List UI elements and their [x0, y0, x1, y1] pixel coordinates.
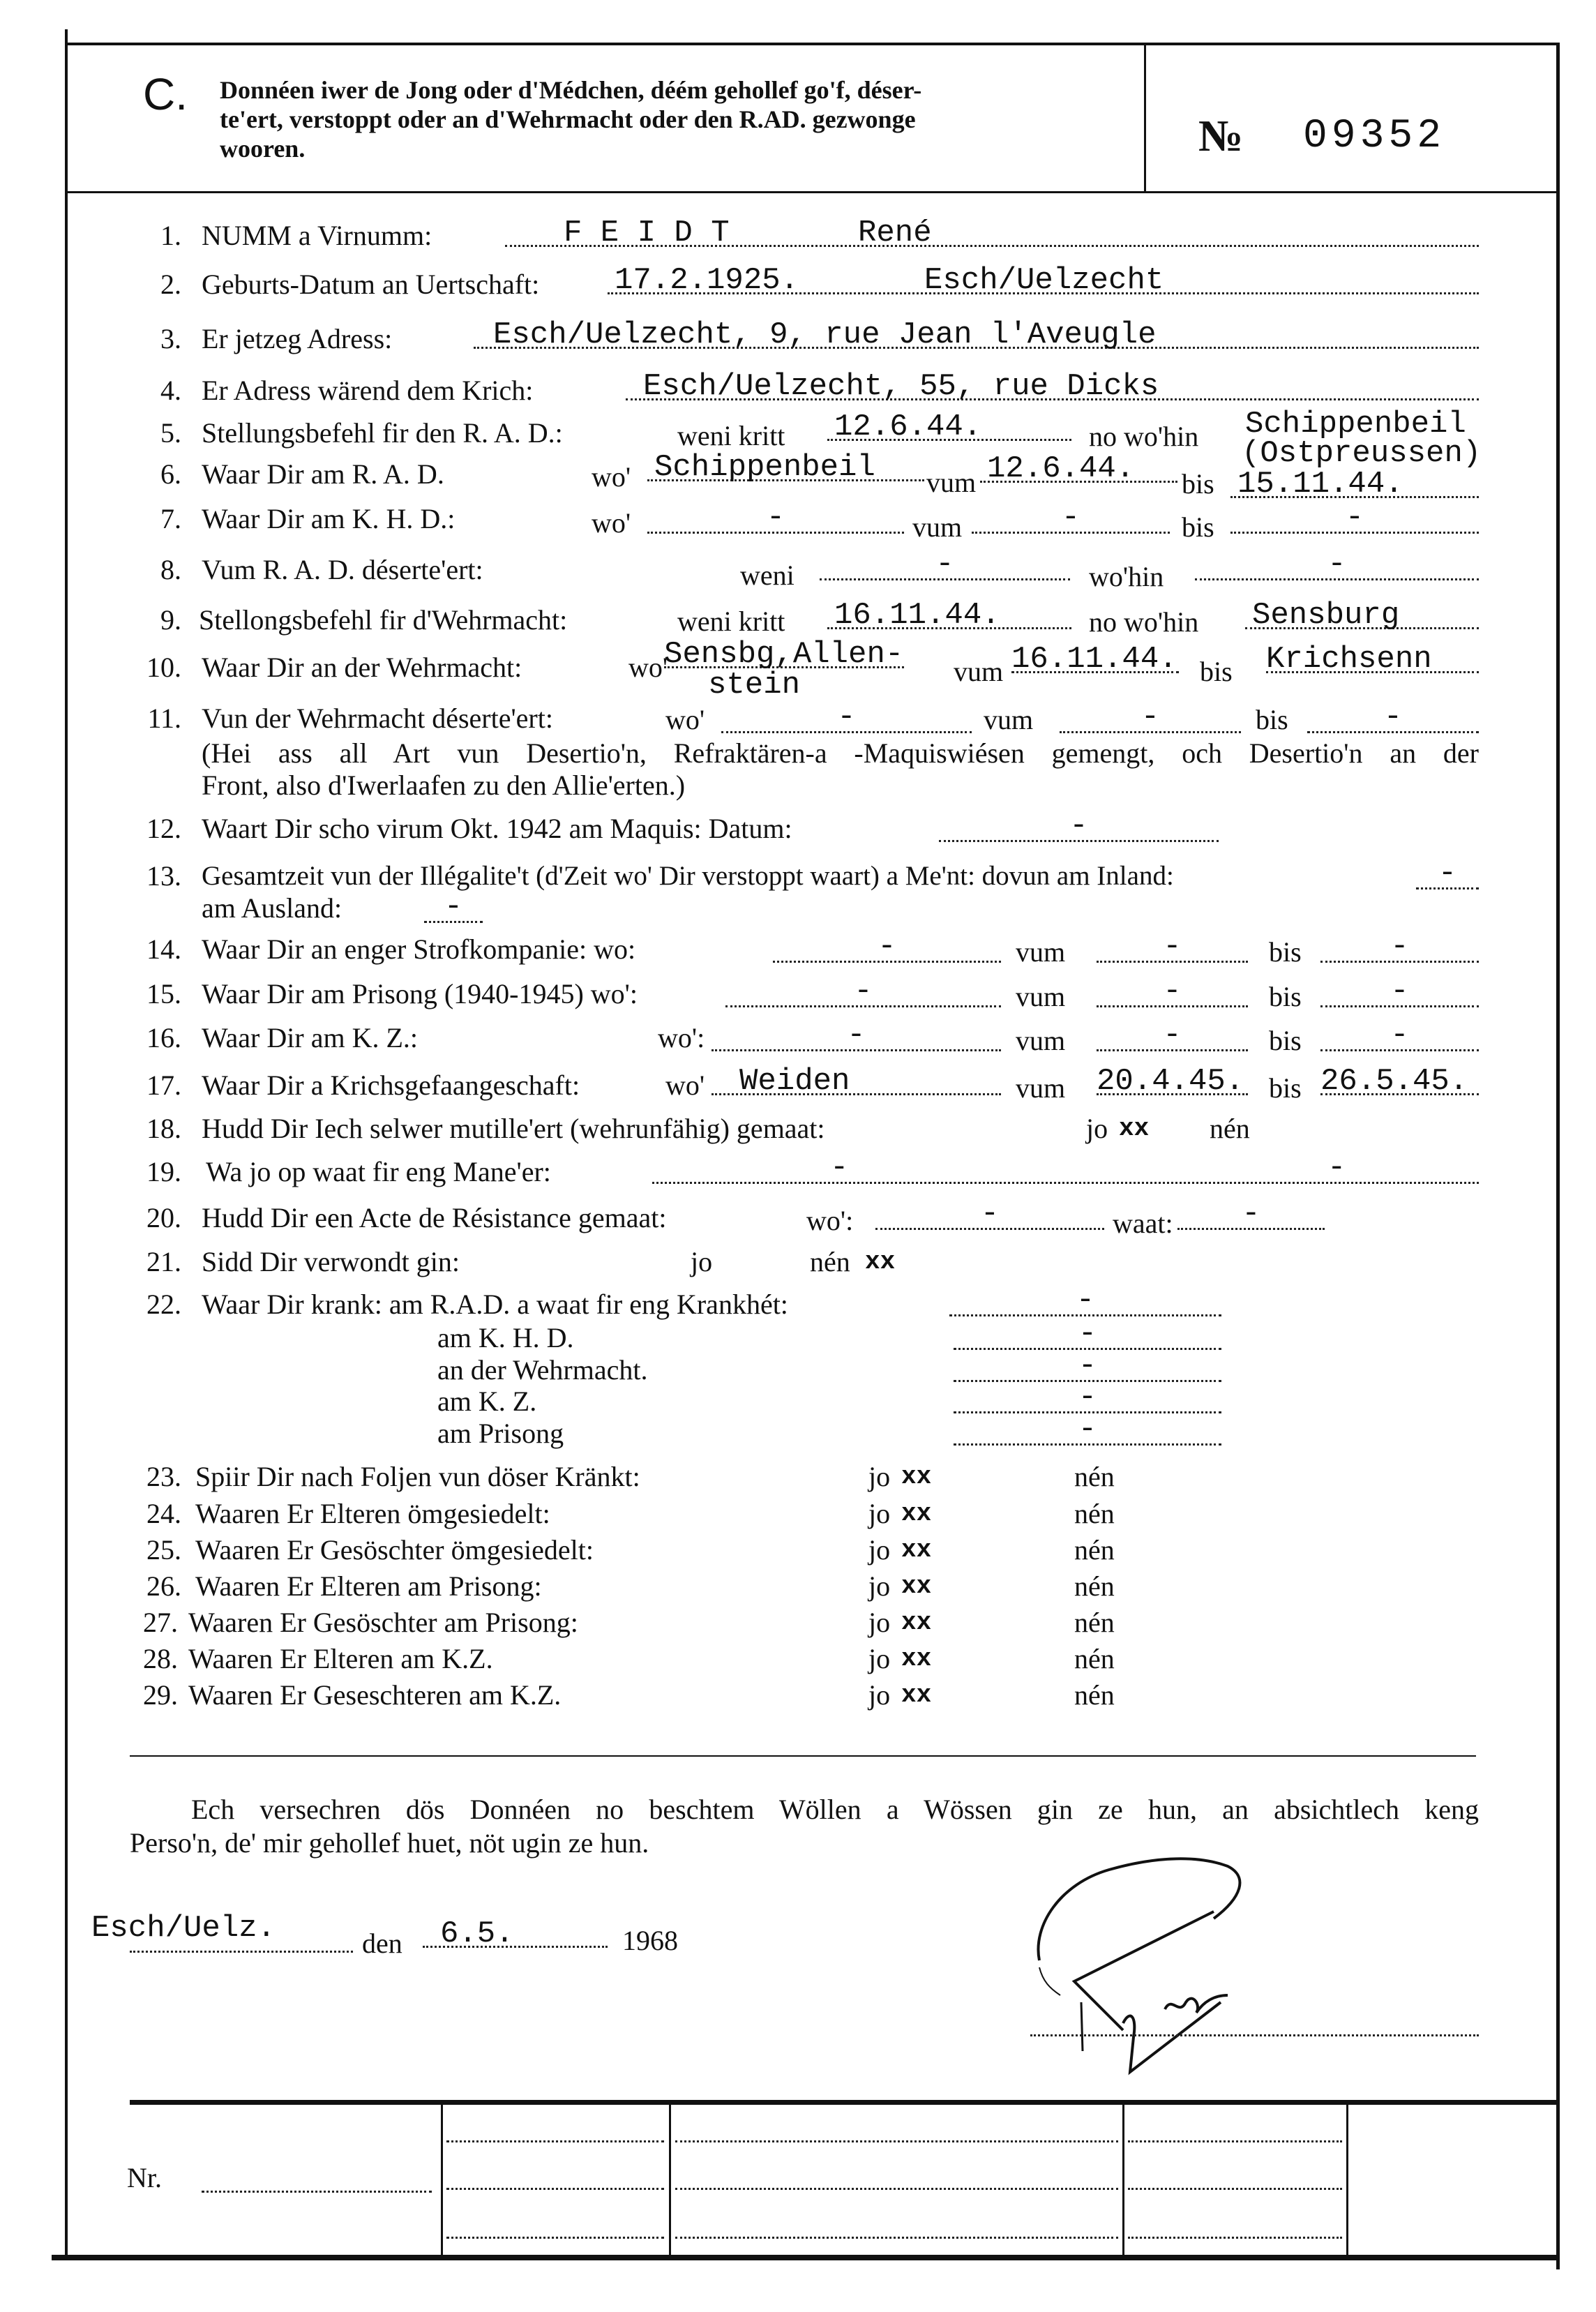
rad-order-place-value[interactable]: Schippenbeil — [1245, 407, 1466, 442]
number-symbol: № — [1198, 111, 1244, 160]
row-number: 19. — [146, 1156, 181, 1187]
statement-line-2: Perso'n, de' mir gehollef huet, nöt ugin ze hun. — [130, 1827, 649, 1859]
kz-from-field[interactable]: - — [1097, 1021, 1248, 1051]
rad-place-field[interactable]: Schippenbeil — [647, 453, 924, 481]
row-number: 8. — [160, 554, 181, 585]
option-no[interactable]: nén — [1074, 1679, 1115, 1711]
cross-out-mark: xx — [901, 1608, 932, 1637]
label-wehrmacht-order: Stellongsbefehl fir d'Wehrmacht: — [199, 604, 568, 636]
header-rule — [66, 191, 1558, 193]
footer-cell-dots[interactable] — [446, 2188, 664, 2190]
border-right — [1556, 44, 1560, 2269]
row-number: 15. — [146, 978, 181, 1009]
footer-column-divider — [669, 2105, 671, 2255]
sick-kz-field[interactable]: - — [954, 1383, 1221, 1413]
footer-cell-dots[interactable] — [675, 2140, 1118, 2142]
option-yes-crossed[interactable]: jo — [868, 1607, 891, 1638]
row-number: 1. — [160, 220, 181, 251]
wehrmacht-order-date-field[interactable]: 16.11.44. — [827, 601, 1071, 629]
label-wo: wo' — [665, 1069, 705, 1101]
option-yes-crossed[interactable]: jo — [868, 1570, 891, 1602]
penal-place-field[interactable]: - — [773, 933, 1001, 963]
label-rad-order: Stellungsbefehl fir den R. A. D.: — [202, 417, 563, 449]
row-number: 20. — [146, 1202, 181, 1233]
manner-field[interactable] — [652, 1150, 1479, 1185]
label-vum: vum — [984, 704, 1034, 735]
footer-cell-dots[interactable] — [1128, 2237, 1342, 2239]
label-wehrmacht-desertion: Vun der Wehrmacht déserte'ert: — [202, 703, 553, 734]
label-vum: vum — [1016, 1025, 1066, 1056]
label-rad-service: Waar Dir am R. A. D. — [202, 458, 444, 490]
option-yes-crossed[interactable]: jo — [1086, 1113, 1108, 1144]
border-left — [65, 29, 68, 2258]
abroad-field[interactable]: - — [424, 893, 483, 923]
row-number: 17. — [146, 1069, 181, 1101]
row-number: 10. — [146, 652, 181, 683]
option-yes-crossed[interactable]: jo — [868, 1498, 891, 1529]
rad-from-field[interactable]: 12.6.44. — [980, 455, 1177, 483]
option-no[interactable]: nén — [1074, 1643, 1115, 1674]
footer-cell-dots[interactable] — [675, 2237, 1118, 2239]
label-sick-khd: am K. H. D. — [437, 1322, 574, 1353]
penal-from-field[interactable]: - — [1097, 933, 1248, 963]
statement-line-1: Ech versechren dös Donnéen no beschtem Wöllen a Wössen gin ze hun, an absichtlech keng — [191, 1794, 1479, 1825]
row-number: 27. — [143, 1607, 178, 1638]
wehrmacht-to-field[interactable]: Krichsenn — [1266, 645, 1479, 673]
option-no[interactable]: nén — [1074, 1461, 1115, 1492]
label-sick: Waar Dir krank: am R.A.D. a waat fir eng Krankhét: — [202, 1289, 788, 1320]
current-address-field[interactable]: Esch/Uelzecht, 9, rue Jean l'Aveugle — [474, 321, 1479, 349]
pow-to-field[interactable]: 26.5.45. — [1320, 1067, 1479, 1095]
label-vum: vum — [926, 467, 977, 498]
label-parents-kz: Waaren Er Elteren am K.Z. — [188, 1643, 493, 1674]
signature-line — [1030, 2034, 1479, 2036]
label-parents-resettled: Waaren Er Elteren ömgesiedelt: — [195, 1498, 550, 1529]
option-yes-crossed[interactable]: jo — [868, 1461, 891, 1492]
row-number: 28. — [143, 1643, 178, 1674]
footer-bottom-rule — [52, 2255, 1560, 2260]
form-number: 09352 — [1303, 114, 1446, 159]
label-sick-wehrmacht: an der Wehrmacht. — [437, 1354, 648, 1386]
label-wohin: no wo'hin — [1089, 606, 1199, 638]
label-bis: bis — [1182, 468, 1214, 500]
label-current-address: Er jetzeg Adress: — [202, 323, 393, 354]
option-yes-crossed[interactable]: jo — [868, 1679, 891, 1711]
row-number: 16. — [146, 1022, 181, 1053]
footer-nr-field[interactable] — [202, 2191, 432, 2193]
label-waat: waat: — [1113, 1208, 1173, 1239]
label-birth: Geburts-Datum an Uertschaft: — [202, 269, 540, 300]
label-wohin: no wo'hin — [1089, 421, 1199, 452]
row-number: 12. — [146, 813, 181, 844]
header-divider — [1144, 44, 1146, 192]
firstname-value: René — [858, 216, 932, 250]
cross-out-mark: xx — [901, 1536, 932, 1564]
option-yes[interactable]: jo — [691, 1246, 713, 1277]
label-consequences: Spiir Dir nach Foljen vun döser Kränkt: — [195, 1461, 640, 1492]
label-weni: weni kritt — [677, 606, 785, 637]
option-yes-crossed[interactable]: jo — [868, 1643, 891, 1674]
signing-place-field[interactable]: Esch/Uelz. — [91, 1911, 276, 1946]
sick-wehrmacht-field[interactable]: - — [954, 1352, 1221, 1382]
label-bis: bis — [1200, 656, 1233, 687]
desertion-note-2: Front, also d'Iwerlaafen zu den Allie'erten.) — [202, 770, 686, 801]
label-sick-kz: am K. Z. — [437, 1386, 537, 1417]
signature — [1018, 1842, 1381, 2079]
label-resistance: Hudd Dir een Acte de Résistance gemaat: — [202, 1202, 667, 1233]
label-bis: bis — [1269, 981, 1302, 1012]
label-maquis: Waart Dir scho virum Okt. 1942 am Maquis: Datum: — [202, 813, 792, 844]
option-no[interactable]: nén — [1210, 1113, 1250, 1144]
cross-out-mark: xx — [901, 1499, 932, 1528]
row-number: 25. — [146, 1534, 181, 1566]
label-vum: vum — [954, 656, 1004, 687]
footer-cell-dots[interactable] — [1128, 2188, 1342, 2190]
label-bis: bis — [1182, 511, 1214, 543]
pow-place-field[interactable]: Weiden — [712, 1067, 1001, 1095]
label-name: NUMM a Virnumm: — [202, 220, 432, 251]
footer-cell-dots[interactable] — [675, 2188, 1118, 2190]
header-line-1: Donnéen iwer de Jong oder d'Médchen, déém gehollef go'f, déser- — [220, 76, 922, 104]
signing-date-field[interactable]: 6.5. — [423, 1920, 608, 1948]
label-den: den — [362, 1928, 402, 1959]
label-bis: bis — [1269, 1025, 1302, 1056]
birth-field[interactable] — [608, 263, 1479, 298]
footer-column-divider — [1346, 2105, 1348, 2255]
row-number: 22. — [146, 1289, 181, 1320]
signing-year: 1968 — [622, 1925, 678, 1956]
row-number: 11. — [147, 703, 181, 734]
khd-from-field[interactable]: - — [972, 504, 1170, 534]
rad-desertion-date-field[interactable]: - — [820, 550, 1070, 580]
label-rad-desertion: Vum R. A. D. déserte'ert: — [202, 554, 483, 585]
sick-khd-field[interactable]: - — [954, 1320, 1221, 1350]
wehrmacht-place-field[interactable]: Sensbg,Allen- — [664, 637, 904, 672]
prison-place-field[interactable]: - — [725, 977, 1001, 1007]
row-number: 6. — [160, 458, 181, 490]
label-manner: Wa jo op waat fir eng Mane'er: — [206, 1156, 551, 1187]
wehrmacht-place-extra: stein — [708, 668, 801, 703]
option-no[interactable]: nén — [1074, 1498, 1115, 1529]
row-number: 9. — [160, 604, 181, 636]
row-number: 4. — [160, 375, 181, 406]
label-wo: wo' — [592, 461, 631, 493]
prison-from-field[interactable]: - — [1097, 977, 1248, 1007]
label-wo: wo' — [665, 704, 705, 735]
war-address-field[interactable]: Esch/Uelzecht, 55, rue Dicks — [626, 373, 1479, 400]
inland-field[interactable]: - — [1416, 860, 1479, 889]
wehrmacht-from-field[interactable]: 16.11.44. — [1011, 645, 1179, 673]
label-sick-prison: am Prisong — [437, 1418, 564, 1449]
pow-from-field[interactable]: 20.4.45. — [1097, 1067, 1248, 1095]
cross-out-mark: xx — [901, 1644, 932, 1673]
option-no-crossed[interactable]: nén — [810, 1246, 850, 1277]
label-khd: Waar Dir am K. H. D.: — [202, 503, 456, 534]
label-siblings-resettled: Waaren Er Gesöschter ömgesiedelt: — [195, 1534, 594, 1566]
label-bis: bis — [1256, 704, 1288, 735]
option-no[interactable]: nén — [1074, 1534, 1115, 1566]
label-bis: bis — [1269, 1072, 1302, 1104]
row-number: 2. — [160, 269, 181, 300]
row-number: 23. — [146, 1461, 181, 1492]
rad-desertion-place-field[interactable]: - — [1195, 550, 1479, 580]
sick-prison-field[interactable]: - — [954, 1416, 1221, 1446]
cross-out-mark: xx — [901, 1462, 932, 1491]
khd-place-field[interactable]: - — [647, 504, 904, 534]
desertion-note-1: (Hei ass all Art vun Desertio'n, Refraktären-a -Maquiswiésen gemengt, och Desertio'n an der — [202, 737, 1479, 769]
label-siblings-prison: Waaren Er Gesöschter am Prisong: — [188, 1607, 578, 1638]
label-siblings-kz: Waaren Er Geseschteren am K.Z. — [188, 1679, 562, 1711]
label-vum: vum — [1016, 981, 1066, 1012]
manner-value-2: - — [1327, 1150, 1346, 1185]
label-wo: wo': — [658, 1022, 705, 1053]
label-kz: Waar Dir am K. Z.: — [202, 1022, 418, 1053]
birth-place-value: Esch/Uelzecht — [924, 263, 1164, 298]
footer-cell-dots[interactable] — [446, 2237, 664, 2239]
name-field[interactable] — [505, 216, 1479, 250]
border-top — [66, 43, 1560, 45]
resistance-what-field[interactable]: - — [1177, 1200, 1325, 1230]
label-wo: wo' — [628, 652, 668, 683]
rad-order-date-field[interactable]: 12.6.44. — [827, 413, 1071, 441]
footer-nr-label: Nr. — [127, 2162, 162, 2193]
label-vum: vum — [1016, 936, 1066, 968]
kz-to-field[interactable]: - — [1320, 1021, 1479, 1051]
label-wounded: Sidd Dir verwondt gin: — [202, 1246, 460, 1277]
rad-order-place-extra: (Ostpreussen) — [1242, 436, 1482, 471]
wehrmacht-order-place-field[interactable]: Sensburg — [1245, 601, 1479, 629]
surname-value: F E I D T — [564, 216, 730, 250]
row-number: 5. — [160, 417, 181, 449]
cross-out-mark: xx — [1119, 1114, 1150, 1143]
penal-to-field[interactable]: - — [1320, 933, 1479, 963]
label-weni: weni — [740, 560, 795, 591]
maquis-date-field[interactable]: - — [939, 812, 1219, 842]
option-no[interactable]: nén — [1074, 1607, 1115, 1638]
prison-to-field[interactable]: - — [1320, 977, 1479, 1007]
option-yes-crossed[interactable]: jo — [868, 1534, 891, 1566]
label-wehrmacht-service: Waar Dir an der Wehrmacht: — [202, 652, 522, 683]
label-wo: wo': — [806, 1205, 854, 1236]
label-war-address: Er Adress wärend dem Krich: — [202, 375, 534, 406]
footer-column-divider — [1122, 2105, 1124, 2255]
label-wo: wo' — [592, 507, 631, 539]
row-number: 26. — [146, 1570, 181, 1602]
row-number: 7. — [160, 503, 181, 534]
footer-cell-dots[interactable] — [1128, 2140, 1342, 2142]
label-abroad: am Ausland: — [202, 892, 342, 924]
sick-rad-field[interactable]: - — [949, 1286, 1221, 1316]
desertion-place-field[interactable]: - — [721, 703, 972, 733]
footer-cell-dots[interactable] — [446, 2140, 664, 2142]
footer-column-divider — [441, 2105, 443, 2255]
row-number: 24. — [146, 1498, 181, 1529]
cross-out-mark: xx — [901, 1572, 932, 1600]
label-weni: weni kritt — [677, 420, 785, 451]
option-no[interactable]: nén — [1074, 1570, 1115, 1602]
manner-value-1: - — [830, 1150, 849, 1185]
label-vum: vum — [912, 511, 963, 543]
khd-to-field[interactable]: - — [1230, 504, 1479, 534]
label-illegality: Gesamtzeit vun der Illégalite't (d'Zeit wo' Dir verstoppt waart) a Me'nt: dovun am Inland: — [202, 861, 1174, 891]
cross-out-mark: xx — [901, 1681, 932, 1709]
section-letter: C. — [143, 69, 188, 119]
label-prison: Waar Dir am Prisong (1940-1945) wo': — [202, 978, 638, 1009]
label-vum: vum — [1016, 1072, 1066, 1104]
row-number: 18. — [146, 1113, 181, 1144]
birth-date-value: 17.2.1925. — [615, 263, 799, 298]
row-number: 14. — [146, 933, 181, 965]
rad-to-field[interactable]: 15.11.44. — [1230, 470, 1479, 498]
desertion-from-field[interactable]: - — [1060, 703, 1241, 733]
label-pow: Waar Dir a Krichsgefaangeschaft: — [202, 1069, 580, 1101]
label-parents-prison: Waaren Er Elteren am Prisong: — [195, 1570, 542, 1602]
section-divider — [130, 1755, 1476, 1757]
row-number: 3. — [160, 323, 181, 354]
footer-top-rule — [130, 2100, 1558, 2105]
header-line-3: wooren. — [220, 135, 306, 163]
label-self-mutilation: Hudd Dir Iech selwer mutille'ert (wehrunfähig) gemaat: — [202, 1113, 825, 1144]
row-number: 13. — [146, 860, 181, 892]
cross-out-mark: xx — [865, 1247, 896, 1276]
signing-place-dots — [130, 1951, 353, 1953]
resistance-place-field[interactable]: - — [875, 1200, 1104, 1230]
label-penal-company: Waar Dir an enger Strofkompanie: wo: — [202, 933, 636, 965]
kz-place-field[interactable]: - — [712, 1021, 1001, 1051]
desertion-to-field[interactable]: - — [1307, 703, 1479, 733]
label-bis: bis — [1269, 936, 1302, 968]
label-wohin: wo'hin — [1089, 561, 1164, 592]
header-line-2: te'ert, verstoppt oder an d'Wehrmacht oder den R.AD. gezwonge — [220, 105, 916, 133]
row-number: 21. — [146, 1246, 181, 1277]
row-number: 29. — [143, 1679, 178, 1711]
